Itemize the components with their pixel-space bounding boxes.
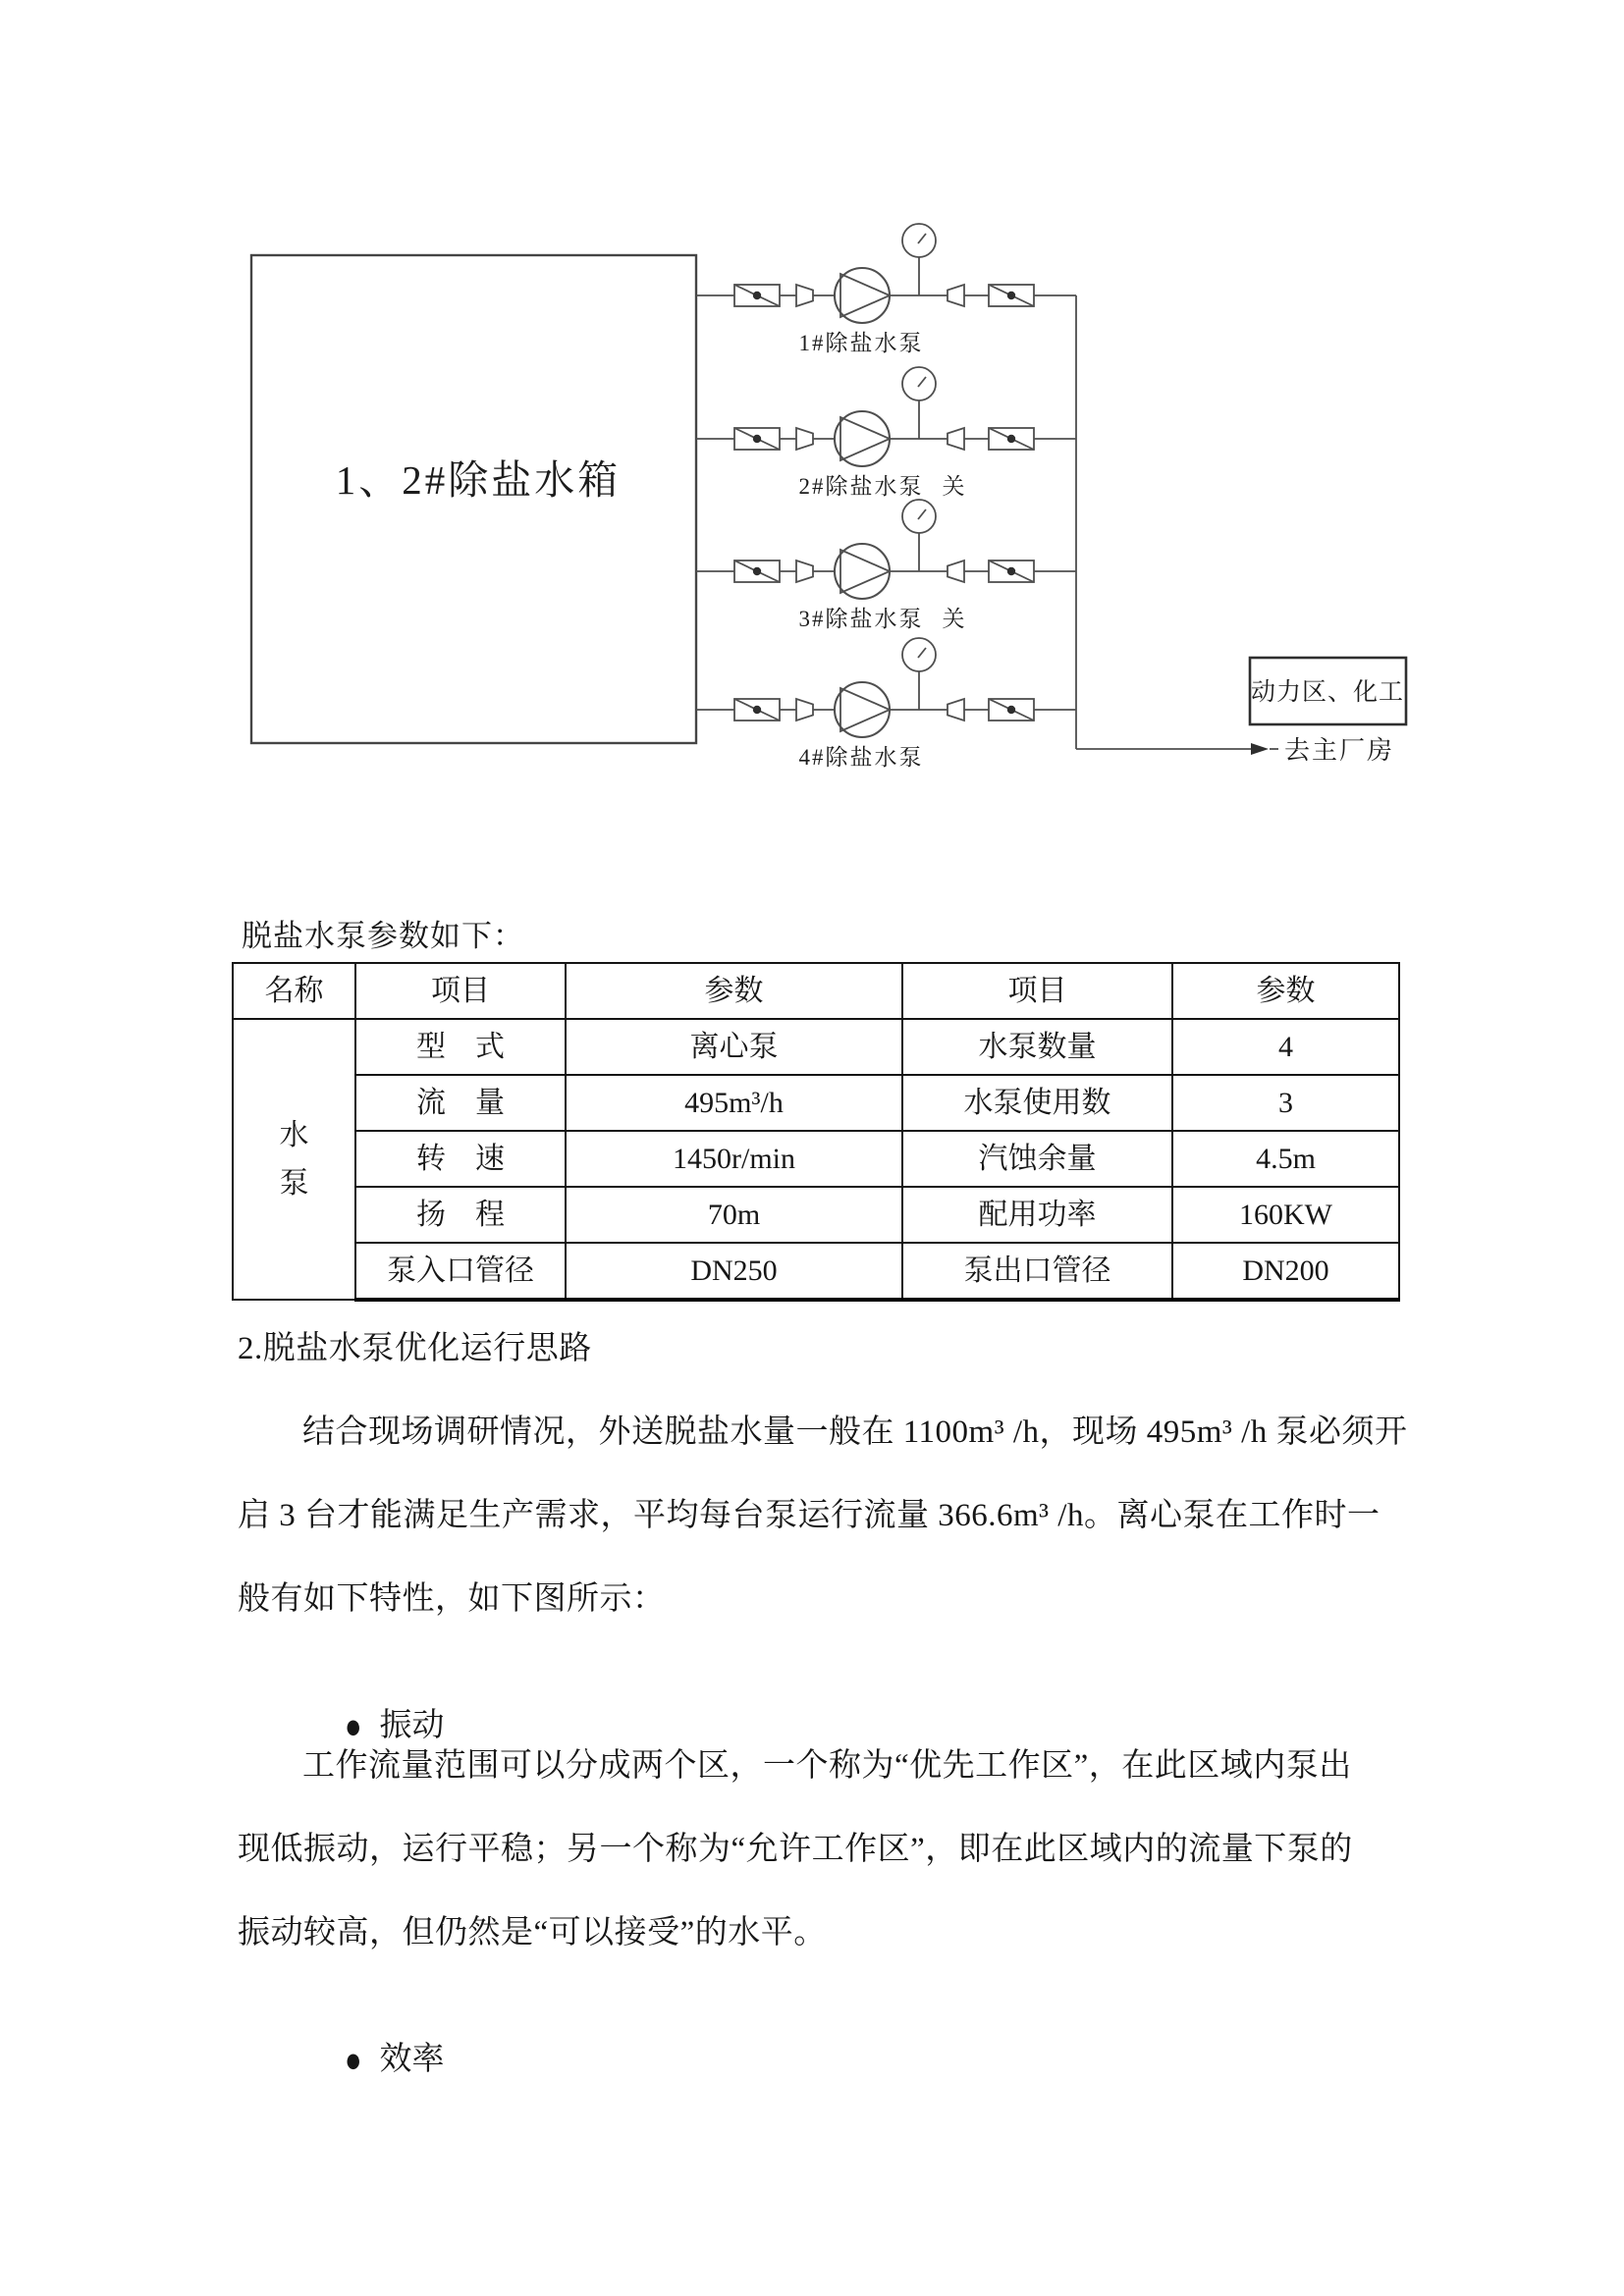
pump-icon <box>835 268 890 323</box>
table-caption: 脱盐水泵参数如下： <box>242 919 524 953</box>
header-param-left: 参数 <box>566 963 902 1019</box>
table-cell: 泵出口管径 <box>902 1243 1172 1300</box>
table-cell: DN200 <box>1172 1243 1399 1300</box>
pump-parameters-table <box>232 962 1400 1302</box>
pump-label: 2#除盐水泵 <box>798 474 924 499</box>
bullet-item <box>312 1995 445 2125</box>
bullet-label: 振动 <box>379 1708 445 1743</box>
pressure-gauge-icon <box>902 224 936 295</box>
inlet-reducer-icon <box>796 561 813 582</box>
table-cell: 泵入口管径 <box>355 1243 566 1300</box>
outlet-valve-icon <box>989 285 1034 306</box>
table-cell: 扬 程 <box>355 1187 566 1243</box>
table-cell: 转 速 <box>355 1131 566 1187</box>
outlet-valve-icon <box>989 428 1034 450</box>
bullet-label: 效率 <box>379 2042 445 2077</box>
table-cell: 水泵使用数 <box>902 1075 1172 1131</box>
section-heading: 2.脱盐水泵优化运行思路 <box>238 1331 592 1366</box>
table-row <box>233 1019 1399 1075</box>
table-cell: 70m <box>566 1187 902 1243</box>
table-row <box>233 1131 1399 1187</box>
inlet-valve-icon <box>734 428 780 450</box>
pump-line-3 <box>696 500 1076 631</box>
outlet-reducer-icon <box>947 699 964 721</box>
header-param-right: 参数 <box>1172 963 1399 1019</box>
paragraph-line: 结合现场调研情况，外送脱盐水量一般在 1100m³ /h，现场 495m³ /h 泵必须开 <box>302 1415 1408 1450</box>
paragraph-line: 现低振动，运行平稳；另一个称为“允许工作区”，即在此区域内的流量下泵的 <box>238 1832 1353 1867</box>
pump-label: 4#除盐水泵 <box>798 745 924 770</box>
pump-system-diagram <box>0 0 1624 864</box>
inlet-reducer-icon <box>796 428 813 450</box>
table-cell: 4 <box>1172 1019 1399 1075</box>
pump-label: 1#除盐水泵 <box>798 331 924 355</box>
table-cell: 离心泵 <box>566 1019 902 1075</box>
table-cell: 4.5m <box>1172 1131 1399 1187</box>
table-row <box>233 1243 1399 1300</box>
outlet-valve-icon <box>989 699 1034 721</box>
pressure-gauge-icon <box>902 638 936 710</box>
arrow-head-icon <box>1251 743 1269 755</box>
group-label: 水泵 <box>279 1118 309 1200</box>
bullet-icon: ● <box>345 1707 362 1746</box>
pump-line-4 <box>696 638 1076 770</box>
table-cell: 495m³/h <box>566 1075 902 1131</box>
outlet-arrow-label: 去主厂房 <box>1284 736 1395 765</box>
header-name: 名称 <box>233 963 355 1019</box>
tank-label: 1、2#除盐水箱 <box>335 457 622 503</box>
inlet-reducer-icon <box>796 285 813 306</box>
pump-status: 关 <box>942 607 967 631</box>
pump-line-1 <box>696 224 1076 355</box>
table-cell: 流 量 <box>355 1075 566 1131</box>
table-cell: 水泵数量 <box>902 1019 1172 1075</box>
table-header-row <box>233 963 1399 1019</box>
pump-status: 关 <box>942 474 967 499</box>
inlet-valve-icon <box>734 699 780 721</box>
paragraph-line: 般有如下特性，如下图所示： <box>238 1581 666 1617</box>
pressure-gauge-icon <box>902 367 936 439</box>
pump-line-2 <box>696 367 1076 499</box>
group-label-cell <box>233 1019 355 1300</box>
table-row <box>233 1187 1399 1243</box>
header-item-left: 项目 <box>355 963 566 1019</box>
destination-box-label: 动力区、化工 <box>1250 679 1405 706</box>
inlet-reducer-icon <box>796 699 813 721</box>
table-cell: 汽蚀余量 <box>902 1131 1172 1187</box>
outlet-reducer-icon <box>947 285 964 306</box>
inlet-valve-icon <box>734 561 780 582</box>
outlet-reducer-icon <box>947 561 964 582</box>
paragraph-line: 振动较高，但仍然是“可以接受”的水平。 <box>238 1915 827 1950</box>
table-cell: DN250 <box>566 1243 902 1300</box>
table-cell: 3 <box>1172 1075 1399 1131</box>
table-row <box>233 1075 1399 1131</box>
paragraph-line: 工作流量范围可以分成两个区，一个称为“优先工作区”，在此区域内泵出 <box>302 1748 1352 1784</box>
pump-icon <box>835 682 890 737</box>
bullet-icon: ● <box>345 2041 362 2080</box>
table-cell: 型 式 <box>355 1019 566 1075</box>
table-cell: 160KW <box>1172 1187 1399 1243</box>
pump-icon <box>835 411 890 466</box>
header-item-right: 项目 <box>902 963 1172 1019</box>
table-cell: 配用功率 <box>902 1187 1172 1243</box>
pressure-gauge-icon <box>902 500 936 571</box>
inlet-valve-icon <box>734 285 780 306</box>
table-cell: 1450r/min <box>566 1131 902 1187</box>
pump-icon <box>835 544 890 599</box>
outlet-reducer-icon <box>947 428 964 450</box>
paragraph-line: 启 3 台才能满足生产需求，平均每台泵运行流量 366.6m³ /h。离心泵在工作时一 <box>238 1498 1380 1533</box>
pump-label: 3#除盐水泵 <box>798 607 924 631</box>
outlet-valve-icon <box>989 561 1034 582</box>
